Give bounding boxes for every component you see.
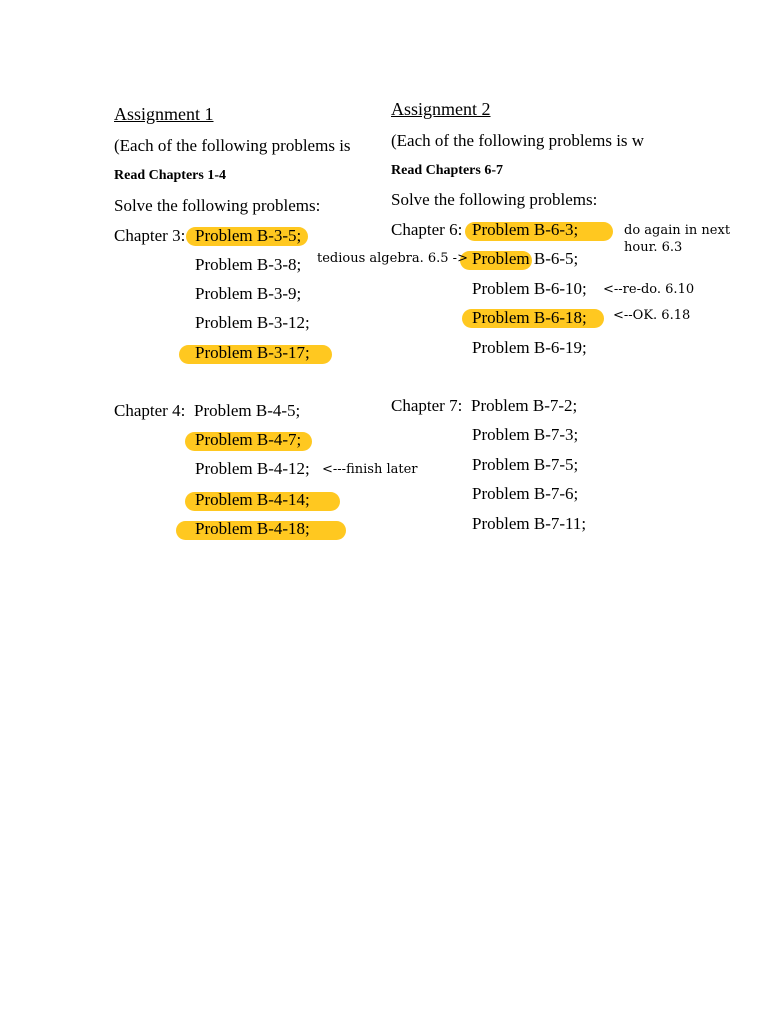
note-do-again-line1: do again in next <box>624 223 731 238</box>
note-ok: <--OK. 6.18 <box>613 308 691 323</box>
problem-b-6-19: Problem B-6-19; <box>472 338 587 357</box>
problem-b-4-5: Problem B-4-5; <box>194 401 301 420</box>
problem-b-7-2: Problem B-7-2; <box>471 396 578 415</box>
problem-b-3-17: Problem B-3-17; <box>195 343 310 362</box>
problem-b-6-10: Problem B-6-10; <box>472 279 587 298</box>
chapter7-label: Chapter 7: <box>391 396 463 415</box>
problem-b-3-5: Problem B-3-5; <box>195 226 302 245</box>
problem-b-7-5: Problem B-7-5; <box>472 455 579 474</box>
problem-b-6-18: Problem B-6-18; <box>472 308 587 327</box>
assignment2-instruction: Solve the following problems: <box>391 190 598 209</box>
problem-b-3-8: Problem B-3-8; <box>195 255 302 274</box>
assignment2-intro: (Each of the following problems is w <box>391 131 645 150</box>
note-do-again-line2: hour. 6.3 <box>624 240 683 255</box>
assignment1-instruction: Solve the following problems: <box>114 196 321 215</box>
problem-b-3-9: Problem B-3-9; <box>195 284 302 303</box>
problem-b-6-5: Problem B-6-5; <box>472 249 579 268</box>
note-tedious-algebra: tedious algebra. 6.5 -> <box>317 251 468 266</box>
assignment1-title: Assignment 1 <box>114 104 214 124</box>
problem-b-7-6: Problem B-7-6; <box>472 484 579 503</box>
assignment1-intro: (Each of the following problems is <box>114 136 351 155</box>
assignment2-reading: Read Chapters 6-7 <box>391 163 503 178</box>
problem-b-4-18: Problem B-4-18; <box>195 519 310 538</box>
assignment1-reading: Read Chapters 1-4 <box>114 168 226 183</box>
problem-b-7-11: Problem B-7-11; <box>472 514 587 533</box>
assignment2-title: Assignment 2 <box>391 99 491 119</box>
note-finish-later: <---finish later <box>322 462 418 477</box>
chapter3-label: Chapter 3: <box>114 226 186 245</box>
problem-b-6-3: Problem B-6-3; <box>472 220 579 239</box>
chapter4-label: Chapter 4: <box>114 401 186 420</box>
problem-b-3-12: Problem B-3-12; <box>195 313 310 332</box>
problem-b-4-12: Problem B-4-12; <box>195 459 310 478</box>
problem-b-4-7: Problem B-4-7; <box>195 430 302 449</box>
problem-b-4-14: Problem B-4-14; <box>195 490 310 509</box>
note-redo: <--re-do. 6.10 <box>603 282 695 297</box>
problem-b-7-3: Problem B-7-3; <box>472 425 579 444</box>
chapter6-label: Chapter 6: <box>391 220 463 239</box>
